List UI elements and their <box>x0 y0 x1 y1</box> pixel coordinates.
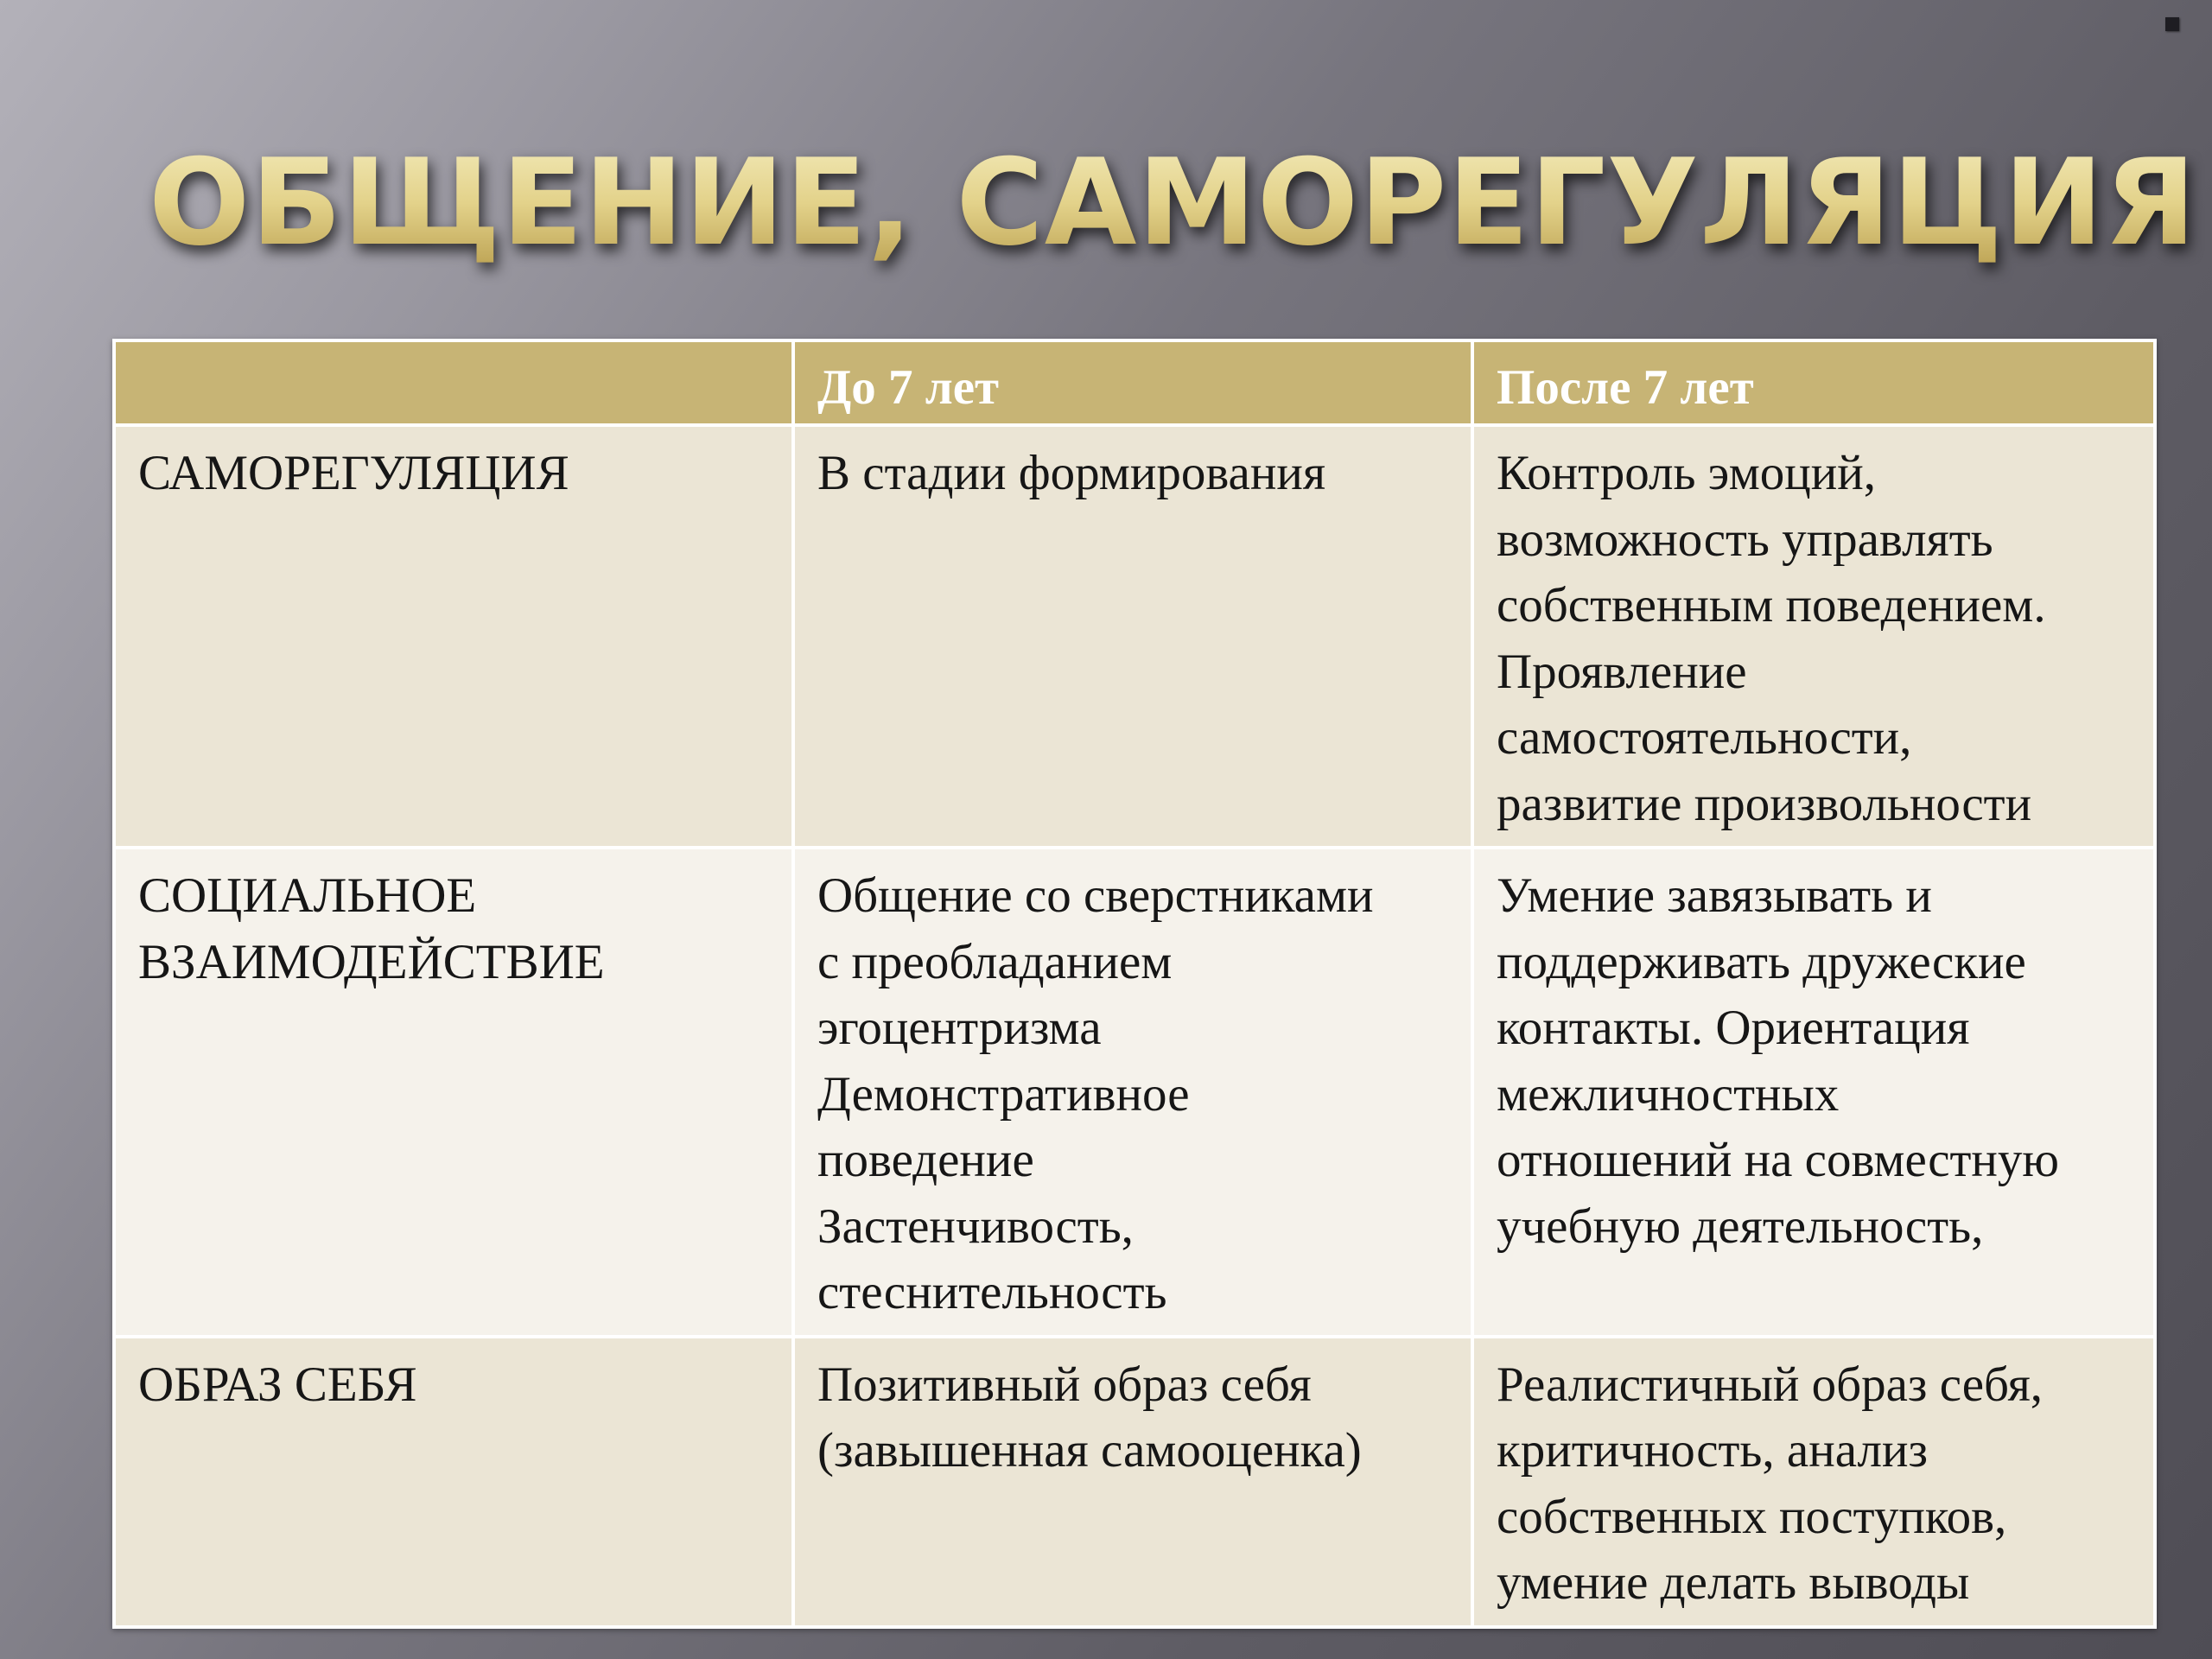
cell-text-line: поддерживать дружеские <box>1497 934 2026 989</box>
cell-text-line: Контроль эмоций, <box>1497 446 1877 500</box>
comparison-table <box>112 339 2157 1629</box>
cell-text-line: критичность, анализ <box>1497 1423 1928 1478</box>
cell-text-line: В стадии формирования <box>817 446 1326 500</box>
header-cell-before-7: До 7 лет <box>793 340 1472 425</box>
row-label: САМОРЕГУЛЯЦИЯ <box>138 446 569 500</box>
cell-text-line: Умение завязывать и <box>1497 868 1932 923</box>
after-7-cell <box>1472 425 2155 848</box>
row-label-cell <box>114 425 793 848</box>
row-label-cell <box>114 1337 793 1627</box>
cell-text-line: Застенчивость, <box>817 1198 1134 1254</box>
cell-text-line: с преобладанием <box>817 934 1173 989</box>
cell-text-line: развитие произвольности <box>1497 776 2032 831</box>
before-7-cell <box>793 848 1472 1337</box>
cell-text-line: межличностных <box>1497 1066 1840 1122</box>
table-row-social-interaction <box>114 848 2155 1337</box>
cell-text-line: самостоятельности, <box>1497 710 1912 765</box>
table-header-row <box>114 340 2155 425</box>
cell-text-line: Общение со сверстниками <box>817 868 1374 923</box>
cell-text-line: эгоцентризма <box>817 1001 1102 1055</box>
cell-text-line: стеснительность <box>817 1265 1167 1319</box>
row-label-cell <box>114 848 793 1337</box>
after-7-cell <box>1472 1337 2155 1627</box>
slide-title: ОБЩЕНИЕ, САМОРЕГУЛЯЦИЯ <box>149 130 2197 276</box>
header-cell-after-7: После 7 лет <box>1472 340 2155 425</box>
cell-text-line: поведение <box>817 1133 1034 1187</box>
row-label-line: ВЗАИМОДЕЙСТВИЕ <box>138 934 605 989</box>
row-label-line: СОЦИАЛЬНОЕ <box>138 868 477 923</box>
cell-text-line: Позитивный образ себя <box>817 1357 1312 1412</box>
before-7-cell <box>793 1337 1472 1627</box>
cell-text-line: учебную деятельность, <box>1497 1198 1984 1254</box>
cell-text-line: собственным поведением. <box>1497 578 2046 632</box>
cell-text-line: собственных поступков, <box>1497 1489 2007 1544</box>
corner-square-decoration <box>2165 17 2179 31</box>
row-label: ОБРАЗ СЕБЯ <box>138 1357 417 1412</box>
cell-text-line: умение делать выводы <box>1497 1555 1970 1610</box>
cell-text-line: отношений на совместную <box>1497 1133 2059 1187</box>
cell-text-line: Проявление <box>1497 644 1747 699</box>
header-cell-empty <box>114 340 793 425</box>
table-row-self-regulation <box>114 425 2155 848</box>
cell-text-line: Реалистичный образ себя, <box>1497 1357 2044 1412</box>
cell-text-line: (завышенная самооценка) <box>817 1423 1362 1478</box>
cell-text-line: контакты. Ориентация <box>1497 1001 1970 1055</box>
before-7-cell <box>793 425 1472 848</box>
cell-text-line: Демонстративное <box>817 1066 1190 1122</box>
cell-text-line: возможность управлять <box>1497 512 1993 567</box>
table-row-self-image <box>114 1337 2155 1627</box>
after-7-cell <box>1472 848 2155 1337</box>
